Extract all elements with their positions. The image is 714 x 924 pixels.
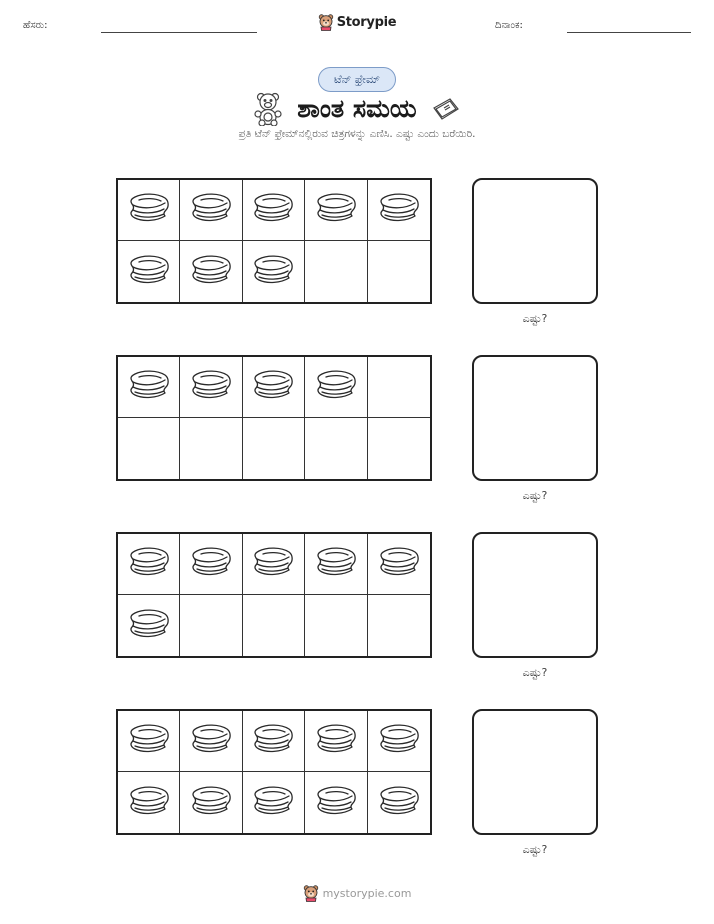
ten-frame-cell	[180, 772, 242, 833]
ten-frame-cell	[368, 772, 430, 833]
how-many-label: ಎಷ್ಟು?	[522, 312, 548, 325]
date-label: ದಿನಾಂಕ:	[495, 20, 523, 31]
ten-frame-cell	[180, 180, 242, 241]
title-row	[0, 88, 714, 130]
ten-frame-cell	[118, 241, 180, 302]
ten-frame-cell	[118, 595, 180, 656]
how-many-label: ಎಷ್ಟು?	[522, 666, 548, 679]
ten-frame-cell	[305, 241, 367, 302]
footer	[0, 884, 714, 902]
ten-frame-cell	[118, 180, 180, 241]
ten-frame-cell	[243, 180, 305, 241]
ten-frame-cell	[243, 595, 305, 656]
instructions-text: ಪ್ರತಿ ಟೆನ್ ಫ್ರೇಮ್‌ನಲ್ಲಿರುವ ಚಿತ್ರಗಳನ್ನು ಎಣಿಸಿ. ಎಷ್ಟು ಎಂದು ಬರೆಯಿರಿ.	[238, 128, 476, 140]
ten-frame-cell	[243, 534, 305, 595]
ten-frame-cell	[118, 418, 180, 479]
folded-blanket-icon	[127, 191, 171, 229]
ten-frame-cell	[180, 357, 242, 418]
folded-blanket-icon	[251, 191, 295, 229]
folded-blanket-icon	[377, 545, 421, 583]
folded-blanket-icon	[189, 784, 233, 822]
how-many-label: ಎಷ್ಟು?	[522, 489, 548, 502]
folded-blanket-icon	[127, 368, 171, 406]
worksheet-title: ಶಾಂತ ಸಮಯ	[297, 94, 417, 123]
folded-blanket-icon	[127, 545, 171, 583]
answer-box-2[interactable]	[472, 355, 598, 481]
ten-frame-cell	[368, 711, 430, 772]
name-label: ಹೆಸರು:	[23, 20, 48, 31]
ten-frame-cell	[243, 418, 305, 479]
ten-frame-cell	[305, 595, 367, 656]
folded-blanket-icon	[377, 722, 421, 760]
brand-name: Storypie	[336, 14, 397, 30]
ten-frame-cell	[243, 357, 305, 418]
folded-blanket-icon	[314, 545, 358, 583]
ten-frame-cell	[243, 241, 305, 302]
ten-frame-cell	[118, 534, 180, 595]
ten-frame-cell	[305, 772, 367, 833]
ten-frame-cell	[368, 534, 430, 595]
folded-blanket-icon	[127, 607, 171, 645]
folded-blanket-icon	[127, 722, 171, 760]
ten-frame-cell	[180, 241, 242, 302]
ten-frame-4	[116, 709, 432, 835]
ten-frame-cell	[368, 357, 430, 418]
ten-frame-cell	[368, 595, 430, 656]
ten-frame-cell	[305, 357, 367, 418]
brand-logo	[0, 13, 714, 31]
folded-blanket-icon	[314, 191, 358, 229]
folded-blanket-icon	[189, 253, 233, 291]
footer-url: mystorypie.com	[322, 886, 412, 900]
ten-frame-2	[116, 355, 432, 481]
pillow-icon	[431, 96, 461, 122]
folded-blanket-icon	[251, 722, 295, 760]
answer-box-1[interactable]	[472, 178, 598, 304]
ten-frame-badge: ಟೆನ್ ಫ್ರೇಮ್	[318, 67, 396, 92]
ten-frame-cell	[368, 241, 430, 302]
ten-frame-cell	[368, 418, 430, 479]
ten-frame-cell	[368, 180, 430, 241]
ten-frame-1	[116, 178, 432, 304]
ten-frame-cell	[305, 418, 367, 479]
ten-frame-cell	[118, 772, 180, 833]
folded-blanket-icon	[314, 368, 358, 406]
ten-frame-cell	[180, 595, 242, 656]
storypie-bear-logo-icon	[318, 13, 334, 31]
teddy-bear-icon	[253, 92, 283, 126]
folded-blanket-icon	[251, 784, 295, 822]
how-many-label: ಎಷ್ಟು?	[522, 843, 548, 856]
folded-blanket-icon	[127, 253, 171, 291]
ten-frame-cell	[180, 418, 242, 479]
folded-blanket-icon	[314, 784, 358, 822]
answer-box-4[interactable]	[472, 709, 598, 835]
ten-frame-cell	[180, 711, 242, 772]
date-write-line[interactable]	[567, 32, 691, 33]
folded-blanket-icon	[251, 545, 295, 583]
ten-frame-cell	[243, 711, 305, 772]
ten-frame-cell	[243, 772, 305, 833]
folded-blanket-icon	[189, 191, 233, 229]
folded-blanket-icon	[251, 368, 295, 406]
folded-blanket-icon	[189, 722, 233, 760]
ten-frame-cell	[305, 534, 367, 595]
ten-frame-cell	[118, 711, 180, 772]
folded-blanket-icon	[127, 784, 171, 822]
folded-blanket-icon	[189, 545, 233, 583]
ten-frame-cell	[305, 180, 367, 241]
folded-blanket-icon	[314, 722, 358, 760]
storypie-footer-logo-icon	[303, 884, 319, 902]
folded-blanket-icon	[189, 368, 233, 406]
folded-blanket-icon	[377, 784, 421, 822]
answer-box-3[interactable]	[472, 532, 598, 658]
ten-frame-cell	[180, 534, 242, 595]
ten-frame-cell	[305, 711, 367, 772]
folded-blanket-icon	[377, 191, 421, 229]
folded-blanket-icon	[251, 253, 295, 291]
ten-frame-cell	[118, 357, 180, 418]
ten-frame-3	[116, 532, 432, 658]
name-write-line[interactable]	[101, 32, 257, 33]
